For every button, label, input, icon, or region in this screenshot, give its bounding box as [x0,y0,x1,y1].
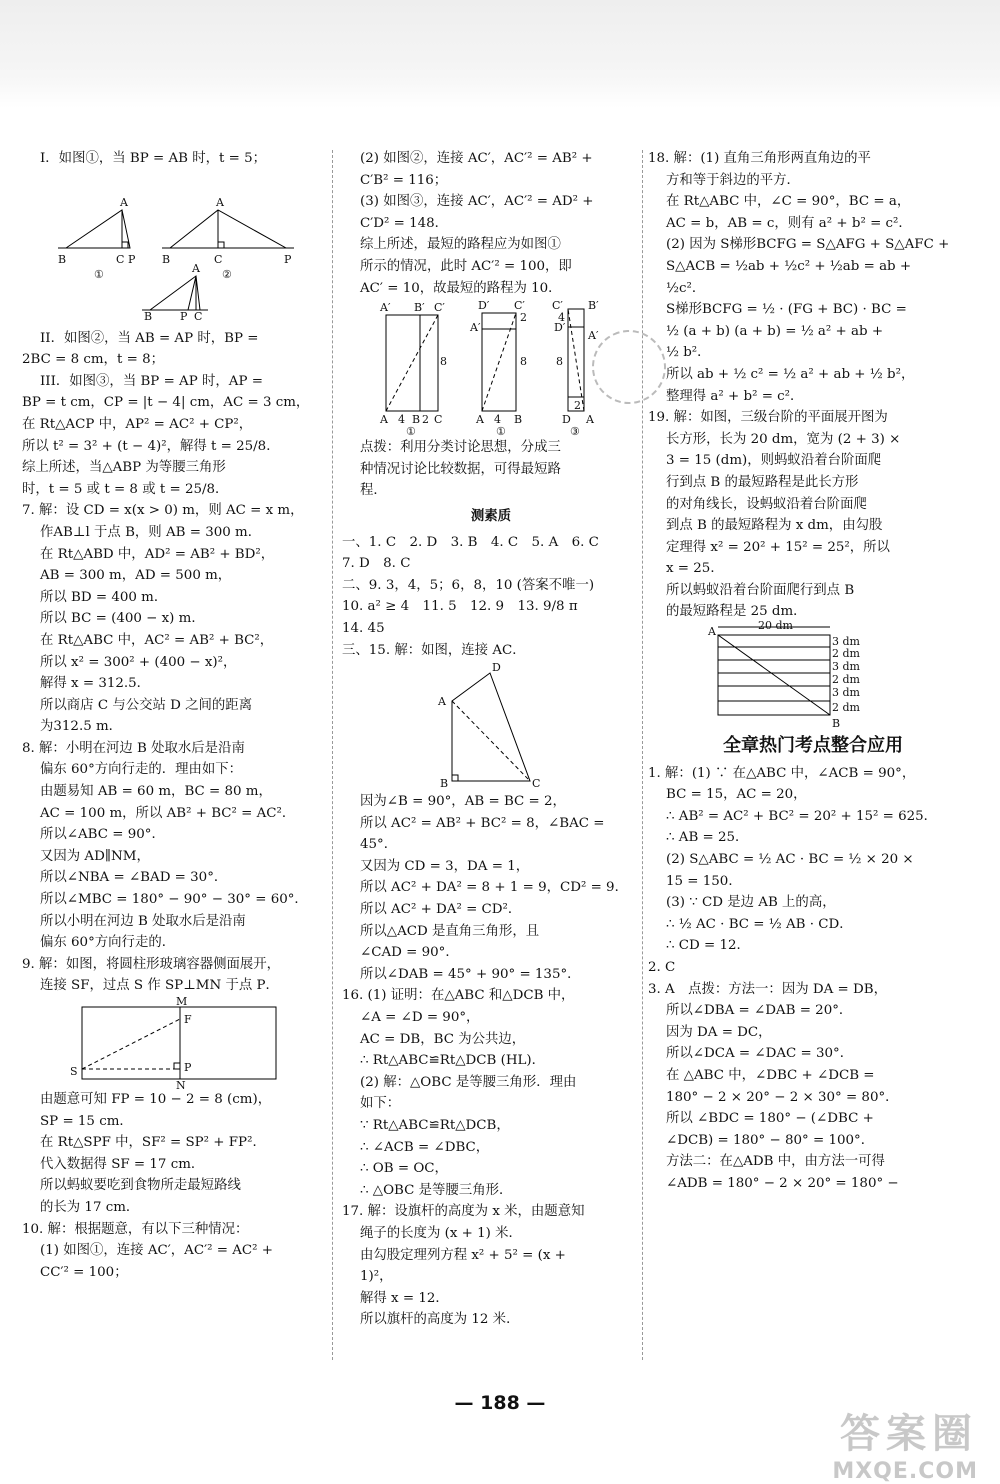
text-line: 18. 解：(1) 直角三角形两直角边的平 [648,151,871,166]
svg-text:D: D [492,661,501,675]
text-line: 方和等于斜边的平方． [666,172,800,188]
text-line: 作AB⊥l 于点 B，则 AB = 300 m． [40,524,262,540]
svg-text:C: C [194,309,203,323]
svg-text:4: 4 [558,311,565,325]
text-line: 所以商店 C 与公交站 D 之间的距离 [40,697,253,713]
text-line: (1) 如图①，连接 AC′，AC′² = AC² + [40,1243,273,1259]
svg-text:C: C [116,252,125,266]
text-line: 偏东 60°方向行走的．理由如下： [40,762,243,778]
svg-text:3 dm: 3 dm [832,635,860,649]
text-line: 又因为 CD = 3，DA = 1， [360,858,530,874]
text-line: 14. 45 [342,620,385,636]
svg-text:F: F [184,1013,192,1026]
svg-text:B: B [514,413,523,427]
text-line: 定理得 x² = 20² + 15² = 25²，所以 [666,539,890,555]
text-line: 二、9. 3，4，5；6，8，10 (答案不唯一) [342,577,595,593]
text-line: S△ACB = ½ab + ½c² + ½ab = ab + [666,258,912,274]
text-line: 7. D 8. C [342,556,411,572]
text-line: 方法二：在△ADB 中，由方法一可得 [666,1154,885,1170]
text-line: 8. 解：小明在河边 B 处取水后是沿南 [22,740,245,756]
column-2 [342,148,640,1331]
text-line: (3) 如图③，连接 AC′，AC′² = AD² + [360,194,594,210]
text-line: 所以∠DCA = ∠DAC = 30°． [666,1046,854,1062]
text-line: C′B² = 116； [360,172,448,188]
text-line: AC = 100 m，所以 AB² + BC² = AC²． [40,805,296,821]
svg-text:A: A [192,261,200,275]
text-line: 点拨：利用分类讨论思想，分成三 [360,440,561,456]
text-line: 所以△ACD 是直角三角形，且 [360,923,540,939]
top-band [0,0,1000,108]
text-line: 时，t = 5 或 t = 8 或 t = 25/8． [22,481,229,497]
text-line: C′D² = 148． [360,215,449,231]
svg-text:2: 2 [422,413,429,427]
text-line: BP = t cm，CP = |t − 4| cm，AC = 3 cm， [22,395,310,411]
text-line: 所以 t² = 3² + (t − 4)²，解得 t = 25/8． [22,438,280,454]
svg-text:B: B [440,777,449,791]
svg-text:C: C [434,413,443,427]
svg-text:S: S [70,1065,78,1078]
text-line: 三、15. 解：如图，连接 AC． [342,642,526,658]
text-line: 所以∠DBA = ∠DAB = 20°． [666,1003,853,1019]
text-line: 长方形，长为 20 dm，宽为 (2 + 3) × [666,431,901,447]
text-line: 所以小明在河边 B 处取水后是沿南 [40,913,246,929]
watermark-url: MXQE.COM [832,1459,978,1484]
text-line: 在 Rt△ABC 中，AC² = AB² + BC²， [40,632,274,648]
svg-text:C′: C′ [514,299,525,313]
text-line: 到点 B 的最短路程为 x dm，由勾股 [666,518,883,534]
text-line: 所以∠ABC = 90°． [40,827,165,843]
text-line: 综上所述，当△ABP 为等腰三角形 [22,460,226,476]
text-line: 如下： [360,1096,401,1112]
text-line: 15 = 150． [666,873,742,889]
svg-text:A′: A′ [588,329,599,343]
text-line: S梯形BCFG = ½ · (FG + BC) · BC = [666,302,907,318]
svg-text:4: 4 [398,413,405,427]
text-line: 的最短路程是 25 dm． [666,604,807,620]
svg-text:B: B [144,309,153,323]
svg-text:A: A [476,413,484,427]
svg-text:2 dm: 2 dm [832,673,860,687]
text-line: 在 Rt△ACP 中，AP² = AC² + CP²， [22,416,253,432]
text-line: (2) S△ABC = ½ AC · BC = ½ × 20 × [666,852,914,868]
svg-text:C′: C′ [434,301,445,315]
text-line: 程． [360,483,387,499]
svg-text:4: 4 [494,413,501,427]
page-number: — 188 — [454,1392,546,1414]
text-line: 在 Rt△ABC 中，∠C = 90°，BC = a， [666,194,911,210]
text-line: ∠ADB = 180° − 2 × 20° = 180° − [666,1175,899,1191]
text-line: (2) 如图②，连接 AC′，AC′² = AB² + [360,151,593,166]
svg-text:B′: B′ [414,301,425,315]
text-line: 又因为 AD∥NM， [40,848,150,864]
triangle-figures [22,170,322,323]
text-line: ∴ Rt△ABC≌Rt△DCB (HL)． [360,1053,546,1069]
svg-text:C: C [532,777,541,791]
text-line: CC′² = 100； [40,1264,128,1280]
svg-text:B: B [58,252,67,266]
text-line: 所以 x² = 300² + (400 − x)²， [40,654,237,670]
figure-3 [552,299,599,438]
figure-2 [469,299,527,438]
text-line: 所以∠DAB = 45° + 90° = 135°． [360,966,581,982]
text-line: ½ b²． [666,345,711,361]
text-line: 19. 解：如图，三级台阶的平面展开图为 [648,410,888,426]
svg-text:2: 2 [574,399,581,413]
column-rule [332,150,333,1360]
text-line: 所以 BC = (400 − x) m． [40,611,205,627]
svg-text:M: M [176,995,188,1008]
svg-text:D: D [562,413,571,427]
text-line: 一、1. C 2. D 3. B 4. C 5. A 6. C [342,534,599,550]
svg-text:①: ① [496,425,506,439]
svg-text:C′: C′ [552,299,563,313]
text-line: AC = DB，BC 为公共边， [360,1031,526,1047]
text-line: ∵ Rt△ABC≌Rt△DCB， [360,1118,510,1133]
watermark-title: 答案圈 [840,1411,978,1457]
text-line: 所以蚂蚁沿着台阶面爬行到点 B [666,582,855,598]
text-line: 绳子的长度为 (x + 1) 米． [360,1225,522,1241]
text-line: 由勾股定理列方程 x² + 5² = (x + [360,1247,566,1263]
text-line: ∴ AB² = AC² + BC² = 20² + 15² = 625． [666,808,938,824]
text-line: ∴ AB = 25． [666,830,749,846]
text-line: ∴ OB = OC， [360,1161,448,1177]
text-line: 9. 解：如图，将圆柱形玻璃容器侧面展开， [22,956,281,972]
text-line: ∴ ½ AC · BC = ½ AB · CD． [666,916,853,932]
text-line: 所以∠NBA = ∠BAD = 30°． [40,870,228,886]
rectangle-path-figures [342,299,640,439]
text-line: ∴ CD = 12． [666,938,750,954]
svg-text:B: B [162,252,171,266]
watermark [832,1402,978,1484]
svg-text:D′: D′ [478,299,490,313]
stairs-figure [648,619,978,731]
text-line: 综上所述，最短的路程应为如图① [360,237,561,253]
text-line: 在 Rt△ABD 中，AD² = AB² + BD²， [40,546,275,562]
text-line: AC′ = 10，故最短的路程为 10． [360,280,562,296]
text-line: AC = b，AB = c，则有 a² + b² = c²． [666,215,912,231]
text-line: 所以 ab + ½ c² = ½ a² + ab + ½ b²， [666,366,915,382]
svg-text:D′: D′ [554,321,566,335]
text-line: 所示的情况，此时 AC′² = 100，即 [360,258,572,274]
svg-text:A′: A′ [380,301,391,315]
text-line: 因为∠B = 90°，AB = BC = 2， [360,794,566,810]
text-line: ∴ △OBC 是等腰三角形． [360,1182,513,1198]
text-line: 1. 解：(1) ∵ 在△ABC 中，∠ACB = 90°， [648,765,916,781]
svg-text:2 dm: 2 dm [832,701,860,715]
text-line: 行到点 B 的最短路程是此长方形 [666,474,859,490]
figure-1 [58,196,136,281]
section-title: 全章热门考点整合应用 [723,735,903,757]
svg-text:C: C [214,252,223,266]
svg-text:A: A [380,413,388,427]
svg-text:B′: B′ [588,299,599,313]
text-line: 2. C [648,960,676,975]
text-line: SP = 15 cm． [40,1113,133,1129]
figure-3 [142,262,208,323]
text-line: 种情况讨论比较数据，可得最短路 [360,461,561,477]
text-line: 的对角线长，设蚂蚁沿着台阶面爬 [666,496,867,512]
text-line: 10. 解：根据题意，有以下三种情况： [22,1221,249,1237]
text-line: 1)²， [360,1269,393,1285]
svg-text:③: ③ [570,425,580,439]
text-line: BC = 15，AC = 20， [666,787,807,803]
svg-text:A: A [216,195,224,209]
text-line: 180° − 2 × 20° − 2 × 30° = 80°． [666,1089,899,1105]
text-line: 的长为 17 cm． [40,1199,140,1215]
text-line: 在 Rt△SPF 中，SF² = SP² + FP²． [40,1135,266,1151]
text-line: 7. 解：设 CD = x(x > 0) m，则 AC = x m， [22,503,304,519]
text-line: 所以 BD = 400 m． [40,589,168,605]
text-line: 由题易知 AB = 60 m，BC = 80 m， [40,784,272,800]
svg-text:8: 8 [556,355,563,369]
text-line: I．如图①，当 BP = AB 时，t = 5； [40,151,267,166]
text-line: 3. A 点拨：方法一：因为 DA = DB， [648,981,887,997]
svg-text:P: P [128,252,136,266]
text-line: ∴ ∠ACB = ∠DBC， [360,1139,490,1155]
text-line: 在 △ABC 中，∠DBC + ∠DCB = [666,1067,875,1083]
figure-1 [379,301,447,438]
text-line: ∠CAD = 90°． [360,945,459,961]
svg-text:20 dm: 20 dm [758,619,793,633]
svg-text:3 dm: 3 dm [832,660,860,674]
svg-text:②: ② [222,267,232,281]
svg-text:B: B [412,413,421,427]
section-title: 测素质 [470,508,512,524]
text-line: 解得 x = 12． [360,1290,449,1306]
svg-text:3 dm: 3 dm [832,686,860,700]
text-line: ½ (a + b) (a + b) = ½ a² + ab + [666,323,884,339]
svg-text:2 dm: 2 dm [832,647,860,661]
svg-text:B: B [832,717,841,731]
text-line: 所以∠MBC = 180° − 90° − 30° = 60°． [40,892,308,908]
text-line: ∠DCB) = 180° − 80° = 100°． [666,1132,875,1148]
svg-text:2: 2 [520,311,527,325]
text-line: AB = 300 m，AD = 500 m， [40,568,232,584]
column-3 [648,148,978,1195]
text-line: 连接 SF，过点 S 作 SP⊥MN 于点 P． [40,978,279,994]
text-line: (2) 解：△OBC 是等腰三角形．理由 [360,1074,577,1090]
svg-text:A: A [586,413,594,427]
text-line: ½c²． [666,280,706,296]
text-line: 45°． [360,837,398,853]
svg-text:A′: A′ [470,321,481,335]
text-line: 10. a² ≥ 4 11. 5 12. 9 13. 9/8 π [342,599,578,615]
text-line: ∠A = ∠D = 90°， [360,1010,480,1026]
text-line: 偏东 60°方向行走的． [40,935,176,951]
svg-text:①: ① [94,267,104,281]
text-line: (3) ∵ CD 是边 AB 上的高， [666,895,836,911]
quadrilateral-figure [342,661,640,791]
svg-text:①: ① [406,425,416,439]
text-line: 所以旗杆的高度为 12 米． [360,1312,520,1328]
svg-text:A: A [120,195,128,209]
figure-2 [162,196,294,281]
text-line: 由题意可知 FP = 10 − 2 = 8 (cm)， [40,1092,272,1107]
text-line: 为312.5 m． [40,719,123,735]
text-line: 3 = 15 (dm)，则蚂蚁沿着台阶面爬 [666,453,882,469]
text-line: 2BC = 8 cm，t = 8； [22,352,164,368]
text-line: 解得 x = 312.5． [40,676,151,692]
text-line: 因为 DA = DC， [666,1024,772,1040]
cylinder-unfold-figure [22,995,322,1092]
text-line: 所以 ∠BDC = 180° − (∠DBC + [666,1111,874,1127]
text-line: 17. 解：设旗杆的高度为 x 米，由题意知 [342,1204,585,1220]
text-line: 所以 AC² + DA² = 8 + 1 = 9，CD² = 9． [360,880,628,896]
svg-text:P: P [284,252,292,266]
svg-text:A: A [708,625,716,639]
text-line: III．如图③，当 BP = AP 时，AP = [40,373,263,389]
text-line: 代入数据得 SF = 17 cm． [40,1156,205,1172]
svg-text:P: P [180,309,188,323]
svg-text:N: N [176,1079,186,1092]
text-line: 16. (1) 证明：在△ABC 和△DCB 中， [342,988,575,1004]
text-line: 所以 AC² + DA² = CD²． [360,902,522,918]
text-line: 所以 AC² = AB² + BC² = 8，∠BAC = [360,815,605,831]
text-line: 整理得 a² + b² = c²． [666,388,804,404]
column-1 [22,148,322,1283]
svg-text:8: 8 [520,355,527,369]
text-line: 所以蚂蚁要吃到食物所走最短路线 [40,1178,241,1194]
text-line: (2) 因为 S梯形BCFG = S△AFG + S△AFC + [666,237,950,253]
svg-text:8: 8 [440,355,447,369]
svg-text:A: A [438,695,446,709]
svg-text:P: P [184,1061,192,1074]
text-line: x = 25． [666,561,724,577]
text-line: II．如图②，当 AB = AP 时，BP = [40,330,259,346]
